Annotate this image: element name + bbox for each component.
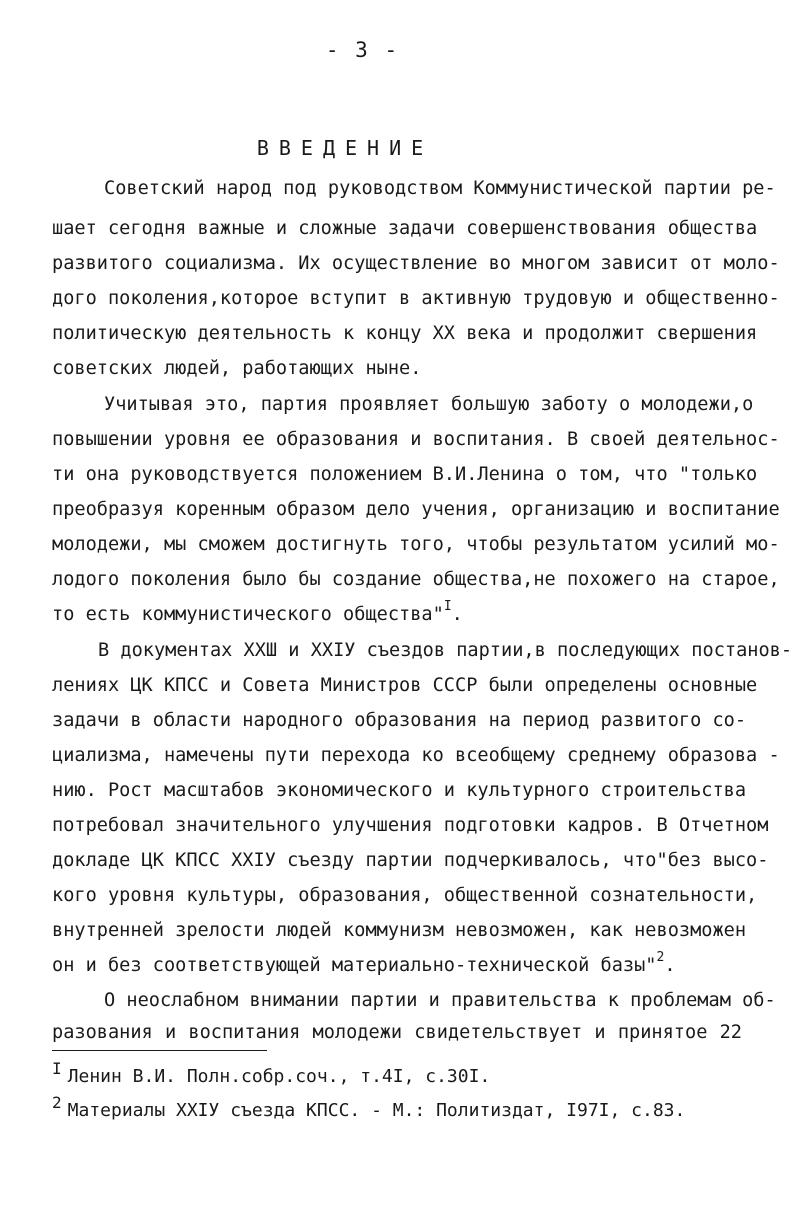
text-line: О неослабном внимании партии и правительства к проблемам об- bbox=[104, 990, 776, 1011]
footnote-mark: I bbox=[52, 1059, 62, 1078]
footnote-ref-1: I bbox=[443, 598, 452, 614]
section-heading: ВВЕДЕНИЕ bbox=[256, 136, 434, 160]
text-line: Советский народ под руководством Коммунистической партии ре- bbox=[104, 178, 776, 199]
text-line: шает сегодня важные и сложные задачи совершенствования общества bbox=[52, 218, 758, 239]
page-number: - 3 - bbox=[325, 38, 400, 62]
footnote-1 bbox=[52, 1059, 742, 1092]
line-end-period: . bbox=[664, 955, 676, 976]
footnote-ref-2: 2 bbox=[656, 949, 665, 965]
text-line: докладе ЦК КПСС ХХIУ съезду партии подчеркивалось, что"без высо- bbox=[52, 850, 769, 871]
line-end-period: . bbox=[451, 604, 463, 625]
footnote-text: Ленин В.И. Полн.собр.соч., т.4I, с.30I. bbox=[67, 1066, 491, 1087]
text-line: то есть коммунистического общества" bbox=[52, 604, 444, 625]
footnote-text: Материалы ХХIУ съезда КПСС. - М.: Политиздат, I97I, с.83. bbox=[67, 1100, 686, 1121]
text-line: потребовал значительного улучшения подготовки кадров. В Отчетном bbox=[52, 815, 769, 836]
footnote-divider bbox=[52, 1050, 267, 1051]
text-line-with-ref bbox=[52, 949, 742, 983]
text-line: нию. Рост масштабов экономического и культурного строительства bbox=[52, 780, 747, 801]
text-line: В документах ХХШ и ХХIУ съездов партии,в последующих постанов- bbox=[98, 640, 793, 661]
text-line: лениях ЦК КПСС и Совета Министров СССР были определены основные bbox=[52, 675, 758, 696]
text-line: лодого поколения было бы создание общества,не похожего на старое, bbox=[52, 569, 780, 590]
text-line: циализма, намечены пути перехода ко всеобщему среднему образова - bbox=[52, 745, 780, 766]
text-line-with-ref bbox=[52, 598, 742, 632]
text-line: дого поколения,которое вступит в активную трудовую и общественно- bbox=[52, 288, 780, 309]
text-line: внутренней зрелости людей коммунизм невозможен, как невозможен bbox=[52, 920, 747, 941]
text-line: повышении уровня ее образования и воспитания. В своей деятельнос- bbox=[52, 429, 780, 450]
footnote-2 bbox=[52, 1093, 742, 1126]
text-line: развитого социализма. Их осуществление во многом зависит от моло- bbox=[52, 253, 780, 274]
text-line: молодежи, мы сможем достигнуть того, чтобы результатом усилий мо- bbox=[52, 534, 780, 555]
text-line: ти она руководствуется положением В.И.Ленина о том, что "только bbox=[52, 464, 758, 485]
text-line: задачи в области народного образования на период развитого со- bbox=[52, 710, 747, 731]
text-line: он и без соответствующей материально-технической базы" bbox=[52, 955, 657, 976]
text-line: кого уровня культуры, образования, общественной сознательности, bbox=[52, 885, 758, 906]
text-line: разования и воспитания молодежи свидетельствует и принятое 22 bbox=[52, 1022, 742, 1043]
text-line: советских людей, работающих ныне. bbox=[52, 358, 422, 379]
footnote-mark: 2 bbox=[52, 1093, 62, 1112]
text-line: преобразуя коренным образом дело учения, организацию и воспитание bbox=[52, 499, 780, 520]
text-line: политическую деятельность к концу XX века и продолжит свершения bbox=[52, 323, 758, 344]
text-line: Учитывая это, партия проявляет большую заботу о молодежи,о bbox=[104, 394, 754, 415]
